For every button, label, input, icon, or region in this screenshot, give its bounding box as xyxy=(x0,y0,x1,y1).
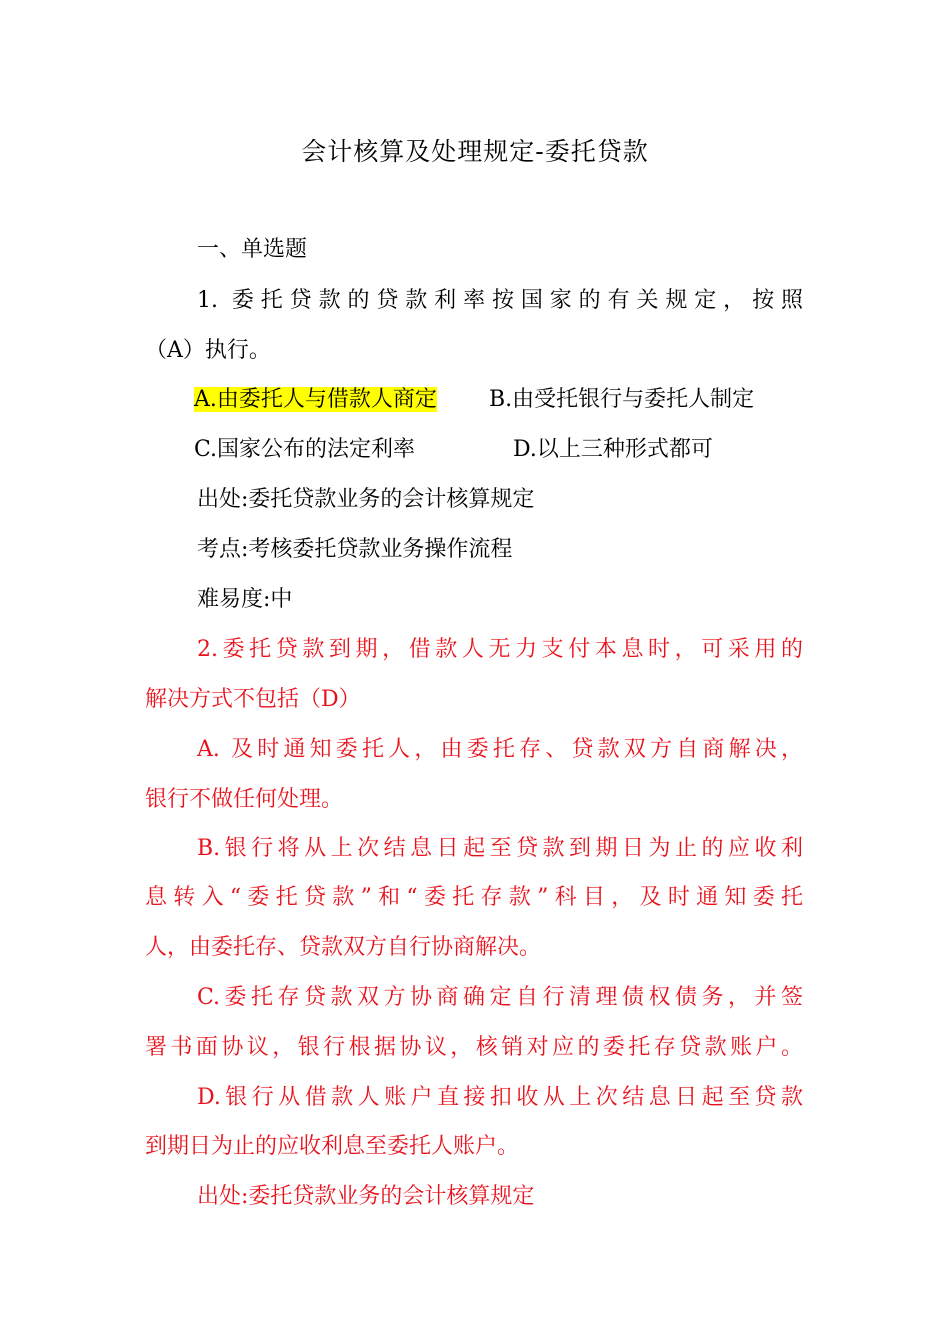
q2-option-c-line1: C.委托存贷款双方协商确定自行清理债权债务，并签 xyxy=(197,985,803,1010)
q2-stem-line2: 解决方式不包括（D） xyxy=(145,687,361,712)
q2-source: 出处:委托贷款业务的会计核算规定 xyxy=(197,1184,535,1209)
q1-option-a xyxy=(194,383,437,417)
section-heading: 一、单选题 xyxy=(197,237,308,262)
q2-option-a-line2: 银行不做任何处理。 xyxy=(145,787,344,812)
q2-option-a-line1: A. 及时通知委托人，由委托存、贷款双方自商解决， xyxy=(197,737,803,762)
q2-option-d-line2: 到期日为止的应收利息至委托人账户。 xyxy=(145,1134,520,1159)
q1-stem-line1: 1. 委托贷款的贷款利率按国家的有关规定，按照 xyxy=(197,288,803,313)
page-title: 会计核算及处理规定-委托贷款 xyxy=(301,137,649,166)
q2-option-c-line2: 署书面协议，银行根据协议，核销对应的委托存贷款账户。 xyxy=(145,1035,803,1060)
q2-option-b-line3: 人，由委托存、贷款双方自行协商解决。 xyxy=(145,935,542,960)
q2-option-b-line2: 息转入“委托贷款”和“委托存款”科目，及时通知委托 xyxy=(145,885,803,910)
q2-option-d-line1: D.银行从借款人账户直接扣收从上次结息日起至贷款 xyxy=(197,1085,803,1110)
q1-option-a-highlight: A.由委托人与借款人商定 xyxy=(194,387,437,412)
q1-point: 考点:考核委托贷款业务操作流程 xyxy=(197,537,513,562)
q1-option-b: B.由受托银行与委托人制定 xyxy=(489,387,755,412)
q1-source: 出处:委托贷款业务的会计核算规定 xyxy=(197,487,535,512)
q1-option-c: C.国家公布的法定利率 xyxy=(194,437,416,462)
q1-difficulty: 难易度:中 xyxy=(197,587,293,612)
q1-option-d: D.以上三种形式都可 xyxy=(513,437,713,462)
q1-stem-line2: （A）执行。 xyxy=(145,338,271,363)
q2-option-b-line1: B.银行将从上次结息日起至贷款到期日为止的应收利 xyxy=(197,836,803,861)
q2-stem-line1: 2.委托贷款到期，借款人无力支付本息时，可采用的 xyxy=(197,637,803,662)
